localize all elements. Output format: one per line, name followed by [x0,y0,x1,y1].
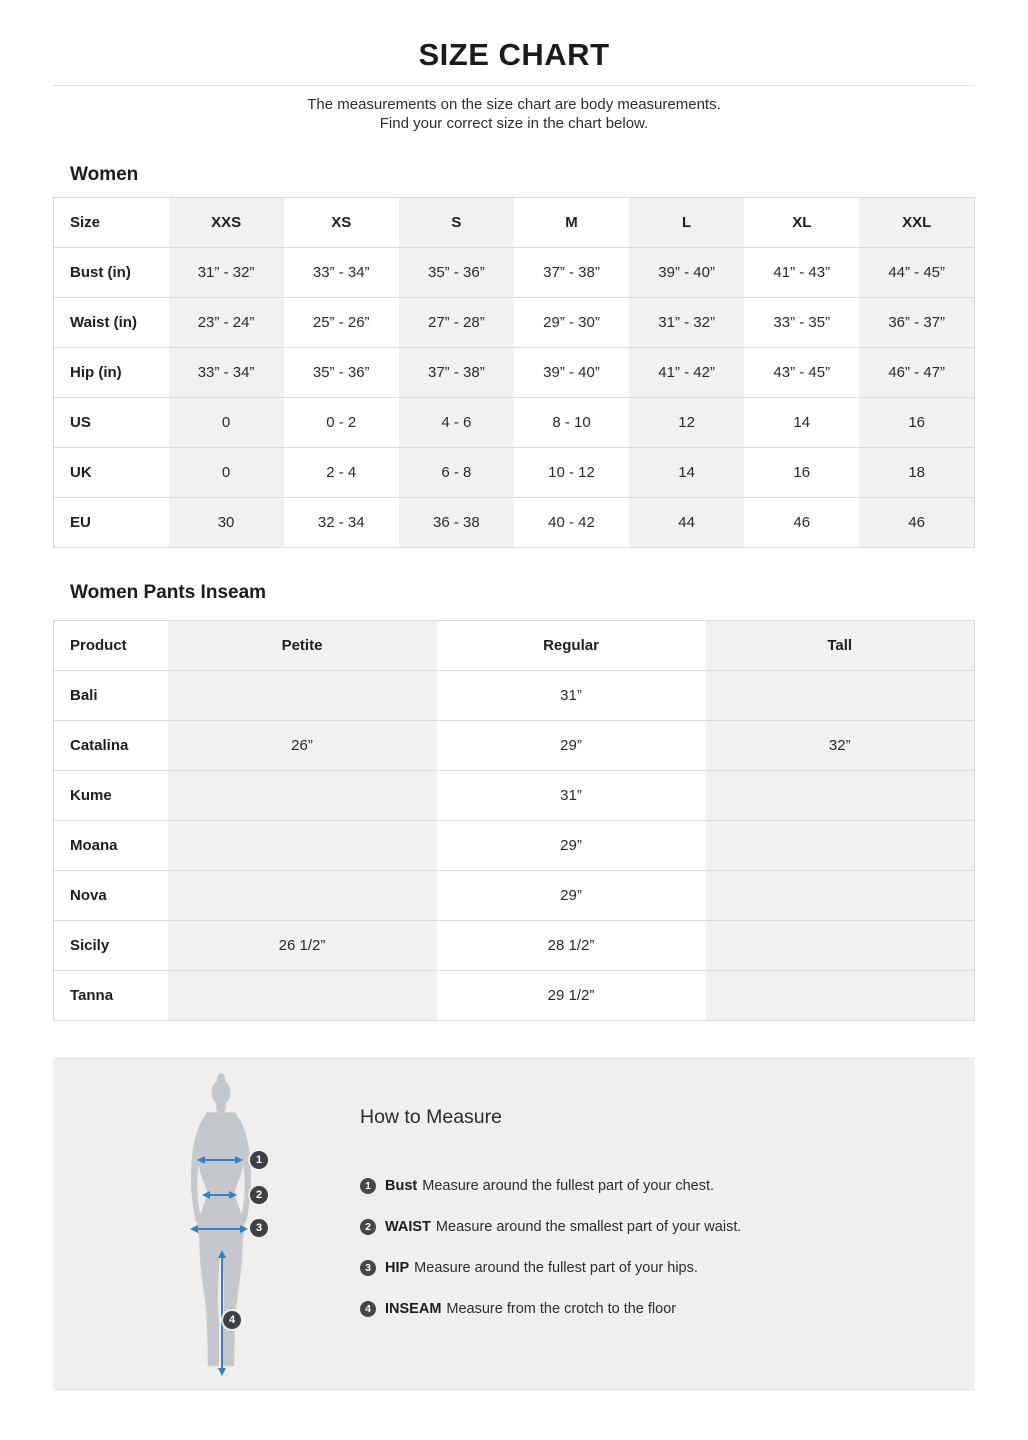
table-cell: 41” - 43” [773,264,831,281]
table-cell: 16 [908,414,926,431]
table-cell: 27” - 28” [428,314,485,331]
table-row [54,298,975,348]
measure-step [360,1176,741,1196]
table-cell: 18 [908,464,926,481]
title-divider [53,85,975,86]
step-description: Measure around the fullest part of your chest. [422,1178,715,1194]
table-row [54,921,975,971]
step-term: Bust [385,1178,418,1194]
women-section-heading: Women [70,164,139,185]
table-cell: 29” [560,837,582,854]
table-cell: 29 1/2” [547,987,595,1004]
table-cell: 37” - 38” [543,264,600,281]
figure-step-badge: 3 [250,1219,268,1237]
table-cell: 31” [560,687,582,704]
table-cell: 37” - 38” [428,364,485,381]
table-cell: 41” - 42” [658,364,715,381]
column-header: XXL [902,214,932,231]
column-header: XXS [211,214,242,231]
table-cell [706,921,975,971]
column-header: S [451,214,462,231]
column-header: Size [70,214,101,231]
table-row [54,671,975,721]
table-cell: 6 - 8 [441,464,472,481]
column-header: Petite [281,637,323,654]
table-cell: 44 [678,514,695,531]
table-header-row [54,621,975,671]
table-cell: 0 [221,414,231,431]
row-label: Moana [70,837,118,854]
table-row [54,821,975,871]
page-title: SIZE CHART [418,37,610,72]
measure-step [360,1299,741,1319]
table-cell: 4 - 6 [441,414,472,431]
table-header-row [54,198,975,248]
figure-step-badge: 2 [250,1186,268,1204]
step-number-badge: 3 [360,1260,376,1276]
table-cell [706,821,975,871]
table-cell: 33” - 34” [197,364,255,381]
table-cell [168,821,437,871]
row-label: Kume [70,787,112,804]
row-label: Bust (in) [70,264,131,281]
row-label: Tanna [70,987,114,1004]
table-cell: 33” - 34” [312,264,370,281]
column-header: XS [331,214,352,231]
step-description: Measure from the crotch to the floor [446,1301,677,1317]
table-cell: 40 - 42 [548,514,595,531]
table-cell: 46” - 47” [888,364,946,381]
table-cell [168,971,437,1021]
table-cell: 46 [908,514,926,531]
table-cell: 31” - 32” [658,314,715,331]
table-cell: 35” - 36” [312,364,370,381]
row-label: Bali [70,687,98,704]
column-header: Product [70,637,127,654]
table-cell: 0 [221,464,231,481]
table-cell: 12 [678,414,695,431]
table-row [54,498,975,548]
table-cell: 35” - 36” [428,264,485,281]
table-row [54,448,975,498]
table-cell [706,871,975,921]
step-description: Measure around the fullest part of your hips. [414,1260,698,1276]
table-row [54,871,975,921]
table-cell: 16 [793,464,811,481]
table-cell [706,771,975,821]
table-cell [168,871,437,921]
table-cell: 31” - 32” [197,264,255,281]
table-row [54,348,975,398]
table-cell: 23” - 24” [197,314,255,331]
table-row [54,721,975,771]
measure-steps-list [360,1176,741,1319]
waist-arrow-icon [202,1191,237,1199]
table-cell: 25” - 26” [312,314,370,331]
table-cell: 46 [793,514,811,531]
table-cell: 36” - 37” [888,314,946,331]
table-cell: 0 - 2 [326,414,357,431]
table-cell: 43” - 45” [773,364,831,381]
table-row [54,971,975,1021]
column-header: M [565,214,578,231]
row-label: Catalina [70,737,129,754]
table-cell: 29” [560,887,582,904]
table-cell: 30 [217,514,235,531]
row-label: US [70,414,91,431]
figure-step-badge: 1 [250,1151,268,1169]
table-cell [168,771,437,821]
row-label: Hip (in) [70,364,122,381]
table-row [54,771,975,821]
table-cell: 29” [560,737,582,754]
women-size-table [53,197,975,548]
table-cell: 36 - 38 [433,514,480,531]
table-cell: 39” - 40” [543,364,600,381]
table-cell: 14 [678,464,695,481]
column-header: XL [792,214,812,231]
step-term: WAIST [385,1219,431,1235]
row-label: Waist (in) [70,314,137,331]
row-label: EU [70,514,91,531]
row-label: Sicily [70,937,110,954]
column-header: L [682,214,692,231]
how-to-measure-panel [53,1057,975,1391]
table-cell: 10 - 12 [548,464,595,481]
row-label: Nova [70,887,107,904]
women-pants-inseam-table [53,620,975,1021]
step-description: Measure around the smallest part of your waist. [435,1219,742,1235]
table-cell: 29” - 30” [543,314,600,331]
measure-step [360,1258,741,1278]
bust-arrow-icon [197,1156,243,1164]
step-number-badge: 2 [360,1219,376,1235]
table-cell [706,971,975,1021]
table-cell [706,671,975,721]
page-subtitle [53,95,975,133]
table-cell: 44” - 45” [888,264,946,281]
step-term: HIP [385,1260,410,1276]
hip-arrow-icon [190,1225,248,1233]
table-row [54,248,975,298]
step-number-badge: 1 [360,1178,376,1194]
subtitle-line-2: Find your correct size in the chart below. [379,115,649,132]
table-cell: 33” - 35” [773,314,831,331]
inseam-section-heading: Women Pants Inseam [70,582,267,603]
subtitle-line-1: The measurements on the size chart are body measurements. [307,96,721,113]
column-header: Regular [543,637,599,654]
column-header: Tall [827,637,853,654]
table-cell: 39” - 40” [658,264,715,281]
table-cell: 26 1/2” [278,937,326,954]
table-cell: 31” [560,787,582,804]
table-cell: 2 - 4 [326,464,357,481]
table-cell: 32 - 34 [317,514,365,531]
step-term: INSEAM [385,1301,442,1317]
table-cell: 14 [793,414,811,431]
table-cell [168,671,437,721]
figure-step-badge: 4 [223,1311,241,1329]
table-row [54,398,975,448]
table-cell: 28 1/2” [547,937,595,954]
table-cell: 8 - 10 [552,414,591,431]
table-cell: 32” [828,737,851,754]
step-number-badge: 4 [360,1301,376,1317]
table-cell: 26” [291,737,313,754]
measure-step [360,1217,741,1237]
how-to-measure-heading: How to Measure [360,1106,502,1128]
row-label: UK [70,464,92,481]
